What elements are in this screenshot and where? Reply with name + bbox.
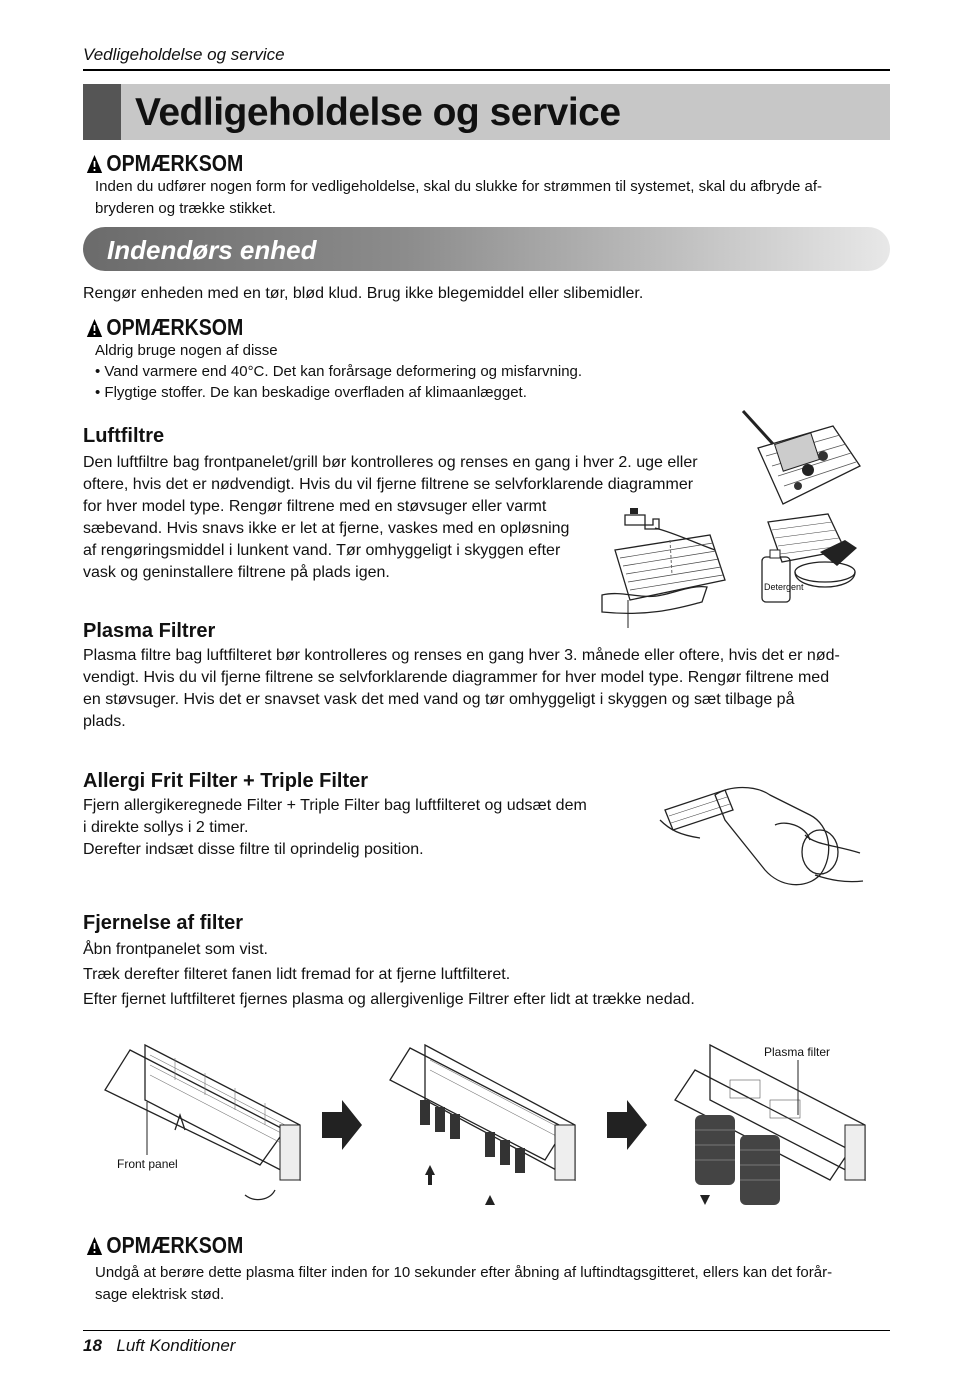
caution-text-2	[95, 340, 582, 403]
caution-heading-2	[86, 314, 243, 341]
header-rule	[83, 69, 890, 71]
page-title: Vedligeholdelse og service	[135, 91, 621, 134]
step3-remove-plasma-filter-illustration	[670, 1040, 870, 1220]
allergi-heading: Allergi Frit Filter + Triple Filter	[83, 770, 369, 792]
page-number: 18	[83, 1336, 102, 1355]
paragraph-line: sæbevand. Hvis snavs ikke er let at fjerne, vaskes med en opløsning	[83, 520, 570, 537]
caution-bullet: • Vand varmere end 40°C. Det kan forårsage deformering og misfarvning.	[95, 363, 583, 380]
luftfiltre-heading: Luftfiltre	[83, 425, 165, 447]
caution-heading-3	[86, 1232, 243, 1259]
caution-heading-1	[86, 150, 243, 177]
vacuum-filter-illustration	[738, 408, 863, 508]
paragraph-line: Efter fjernet luftfilteret fjernes plasma og allergivenlige Filtrer efter lidt at trække nedad.	[83, 991, 695, 1008]
section-band	[83, 227, 890, 271]
title-band-accent	[83, 84, 121, 140]
plasma-filter-label: Plasma filter	[764, 1045, 831, 1059]
caution-text-line: sage elektrisk stød.	[95, 1286, 225, 1303]
paragraph-line: i direkte sollys i 2 timer.	[83, 819, 249, 836]
warning-triangle-icon	[86, 1236, 103, 1256]
warning-triangle-icon	[86, 154, 103, 174]
caution-text-line: Aldrig bruge nogen af disse	[95, 342, 278, 359]
plasma-text	[83, 645, 893, 733]
paragraph-line: for hver model type. Rengør filtrene med en støvsuger eller varmt	[83, 498, 547, 515]
paragraph-line: en støvsuger. Hvis det er snavset vask det med vand og tør omhyggeligt i skyggen og sæt tilbage på	[83, 691, 795, 708]
paragraph-line: Åbn frontpanelet som vist.	[83, 941, 268, 958]
caution-label: OPMÆRKSOM	[106, 150, 244, 176]
step1-open-panel-illustration	[95, 1040, 310, 1210]
paragraph-line: Den luftfiltre bag frontpanelet/grill bør kontrolleres og renses en gang i hver 2. uge eller	[83, 454, 698, 471]
paragraph-line: Plasma filtre bag luftfilteret bør kontrolleres og renses en gang hver 3. månede eller oftere, hvis det er nød-	[83, 647, 840, 664]
caution-label: OPMÆRKSOM	[106, 314, 244, 340]
handheld-vacuum-illustration	[655, 780, 865, 895]
section-title: Indendørs enhed	[107, 235, 317, 265]
fjernelse-heading: Fjernelse af filter	[83, 912, 244, 934]
caution-text-line: Inden du udfører nogen form for vedligeholdelse, skal du slukke for strømmen til systemet, skal du afbryde af-	[95, 178, 823, 195]
paragraph-line: plads.	[83, 713, 126, 730]
paragraph-line: oftere, hvis det er nødvendigt. Hvis du vil fjerne filtrene se selvforklarende diagrammer	[83, 476, 694, 493]
warning-triangle-icon	[86, 318, 103, 338]
paragraph-line: Derefter indsæt disse filtre til oprindelig position.	[83, 841, 424, 858]
paragraph-line: af rengøringsmiddel i lunkent vand. Tør omhyggeligt i skyggen efter	[83, 542, 561, 559]
tap-wash-illustration	[600, 500, 745, 628]
step2-pull-filter-illustration	[385, 1040, 585, 1210]
detergent-label: Detergent	[764, 582, 804, 592]
caution-text-line: Undgå at berøre dette plasma filter inden for 10 sekunder efter åbning af luftindtagsgitteret, ellers kan det forår-	[95, 1264, 833, 1281]
page-title-band	[83, 84, 890, 140]
caution-text-line: bryderen og trække stikket.	[95, 200, 276, 217]
paragraph-line: Træk derefter filteret fanen lidt fremad for at fjerne luftfilteret.	[83, 966, 511, 983]
allergi-text	[83, 795, 643, 861]
front-panel-label: Front panel	[117, 1157, 178, 1171]
plasma-heading: Plasma Filtrer	[83, 620, 216, 642]
paragraph-line: vendigt. Hvis du vil fjerne filtrene se selvforklarende diagrammer for hver model type. Rengør filtrene med	[83, 669, 830, 686]
caution-text-3	[95, 1262, 895, 1306]
caution-label: OPMÆRKSOM	[106, 1232, 244, 1258]
paragraph-line: vask og geninstallere filtrene på plads igen.	[83, 564, 390, 581]
running-head: Vedligeholdelse og service	[83, 45, 285, 64]
footer-rule	[83, 1330, 890, 1331]
step-arrow-2	[607, 1100, 647, 1150]
footer-title: Luft Konditioner	[116, 1336, 236, 1355]
caution-bullet: • Flygtige stoffer. De kan beskadige overfladen af klimaanlægget.	[95, 384, 527, 401]
fjernelse-text	[83, 937, 893, 1012]
paragraph-line: Fjern allergikeregnede Filter + Triple Filter bag luftfilteret og udsæt dem	[83, 797, 587, 814]
footer	[83, 1336, 235, 1356]
intro-text: Rengør enheden med en tør, blød klud. Brug ikke blegemiddel eller slibemidler.	[83, 285, 644, 302]
caution-text-1	[95, 176, 895, 220]
detergent-bowl-illustration	[750, 512, 865, 607]
step-arrow-1	[322, 1100, 362, 1150]
